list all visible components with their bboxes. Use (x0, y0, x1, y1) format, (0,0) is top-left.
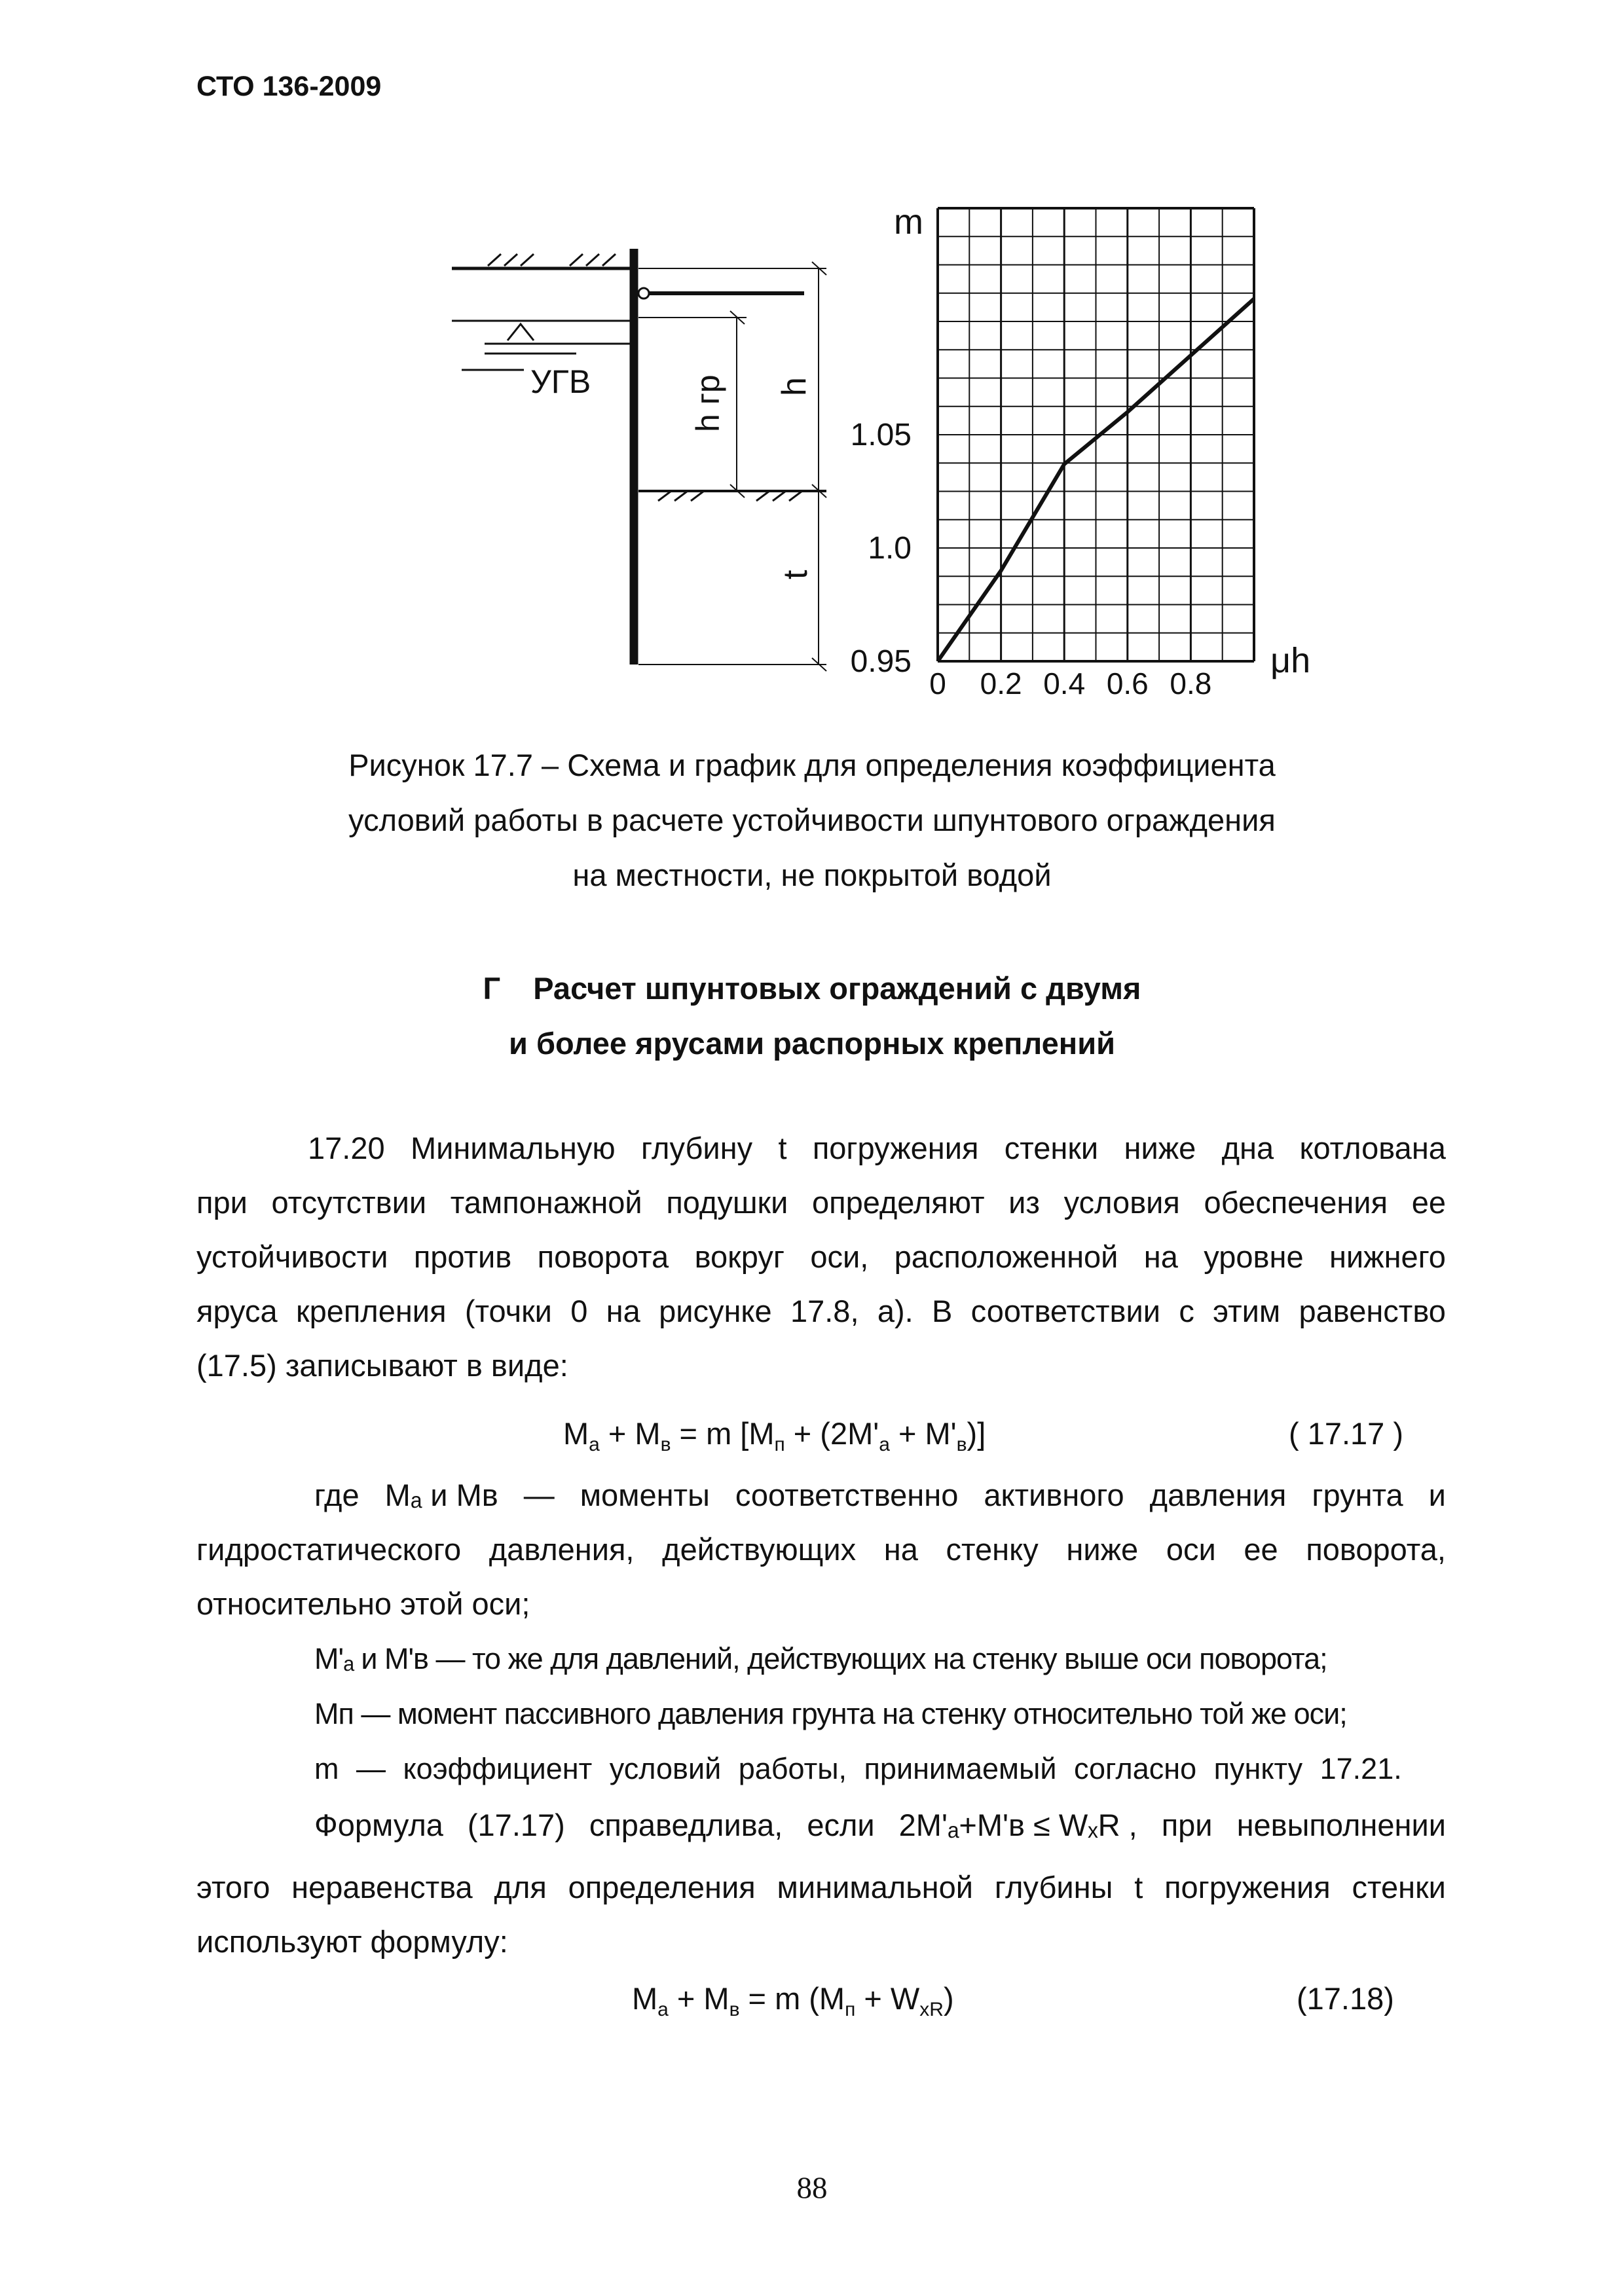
word: при (1161, 1808, 1213, 1842)
word: 17.8, (790, 1294, 859, 1328)
figure-caption (0, 738, 1624, 903)
word: этим (1213, 1294, 1281, 1328)
word: равенство (1299, 1294, 1446, 1328)
word: крепления (296, 1294, 447, 1328)
formula-part: + M' (889, 1416, 957, 1451)
word: если (807, 1808, 875, 1842)
section-title-line1: Расчет шпунтовых ограждений с двумя (533, 971, 1141, 1006)
where-item-ma: M'ₐ и M'в — то же для давлений, действующих на стенку выше оси поворота; (314, 1642, 1327, 1675)
word: глубину (640, 1131, 753, 1165)
word: котлована (1299, 1131, 1446, 1165)
word: подушки (666, 1185, 788, 1220)
caption-line: Рисунок 17.7 – Схема и график для определения коэффициента (348, 748, 1276, 782)
formula-sub: в (956, 1434, 967, 1455)
formula-sub: а (657, 1999, 669, 2020)
word: дна (1221, 1131, 1274, 1165)
formula-part: + (2M' (784, 1416, 879, 1451)
word: ее (1411, 1185, 1446, 1220)
word: при (196, 1185, 248, 1220)
word: погружения (812, 1131, 979, 1165)
word: а). (877, 1294, 913, 1328)
formula-part: + M (599, 1416, 661, 1451)
figure-17-7 (0, 0, 1624, 733)
para-line (196, 1175, 1446, 1230)
word: на (883, 1532, 918, 1567)
word: где (314, 1478, 360, 1512)
word: 17.20 (308, 1131, 385, 1165)
word: расположенной (894, 1239, 1118, 1274)
caption-line: на местности, не покрытой водой (572, 858, 1052, 892)
where-item-mp: Mп — момент пассивного давления грунта на стенку относительно той же оси; (314, 1697, 1347, 1730)
word: устойчивости (196, 1239, 388, 1274)
word: определяют (812, 1185, 985, 1220)
word: В (932, 1294, 953, 1328)
y-tick-label: 0.95 (850, 644, 912, 679)
word: t (778, 1131, 787, 1165)
word: оси (1166, 1532, 1216, 1567)
word: Формула (314, 1808, 443, 1842)
word: моменты (580, 1478, 710, 1512)
word: оси, (810, 1239, 869, 1274)
x-tick-label: 0.4 (1043, 666, 1086, 701)
formula-sub: а (589, 1434, 600, 1455)
page-number: 88 (796, 2171, 828, 2205)
h-gr-label: h гр (690, 374, 726, 432)
x-tick-label: 0.2 (980, 666, 1022, 701)
para-line (196, 1522, 1446, 1576)
word: грунта (1312, 1478, 1403, 1512)
para-line (196, 1860, 1446, 1914)
word: отсутствии (271, 1185, 427, 1220)
word: против (413, 1239, 512, 1274)
word: погружения (1164, 1870, 1331, 1904)
word: нижнего (1329, 1239, 1446, 1274)
y-axis-label: m (894, 202, 923, 242)
word: поворота, (1306, 1532, 1446, 1567)
para-line: используют формулу: (196, 1924, 508, 1959)
formula-17-18 (632, 1980, 954, 2021)
para-line (196, 1468, 1446, 1522)
para-line (196, 1121, 1446, 1175)
chart-tick-labels (851, 418, 1212, 701)
word: уровне (1204, 1239, 1304, 1274)
word: этого (196, 1870, 270, 1904)
word: определения (568, 1870, 756, 1904)
x-tick-label: 0 (929, 666, 946, 701)
word: Mₐ и Mв (384, 1478, 498, 1512)
word: ниже (1124, 1131, 1196, 1165)
formula-part: = m [M (671, 1416, 775, 1451)
formula-part: = m (M (739, 1981, 845, 2016)
word: тампонажной (450, 1185, 642, 1220)
word: ниже (1066, 1532, 1139, 1567)
formula-part: )] (967, 1416, 986, 1451)
formula-part: M (563, 1416, 589, 1451)
word: и (1428, 1478, 1446, 1512)
word: глубины (994, 1870, 1113, 1904)
word: 0 (570, 1294, 588, 1328)
para-line: относительно этой оси; (196, 1586, 530, 1621)
word: справедлива, (589, 1808, 783, 1842)
word: t (1134, 1870, 1143, 1904)
word: яруса (196, 1294, 278, 1328)
t-label: t (777, 570, 815, 579)
word: вокруг (694, 1239, 784, 1274)
word: стенки (1352, 1870, 1446, 1904)
para-line (196, 1230, 1446, 1284)
formula-part: M (632, 1981, 658, 2016)
h-label: h (775, 377, 813, 396)
word: ее (1244, 1532, 1278, 1567)
section-heading (0, 961, 1624, 1071)
word: соответствии (970, 1294, 1160, 1328)
word: давления, (489, 1532, 635, 1567)
coefficient-chart (851, 208, 1254, 701)
word: (17.17) (467, 1808, 565, 1842)
y-tick-label: 1.0 (868, 531, 912, 566)
word: — (523, 1478, 555, 1512)
formula-sub: xR (919, 1999, 944, 2020)
formula-part: ) (943, 1981, 954, 2016)
word: для (494, 1870, 547, 1904)
formula-17-18-number: (17.18) (1297, 1981, 1394, 2016)
section-title-line2: и более ярусами распорных креплений (509, 1026, 1115, 1061)
formula-sub: в (729, 1999, 740, 2020)
word: поворота (537, 1239, 669, 1274)
word: на (606, 1294, 640, 1328)
word: обеспечения (1204, 1185, 1388, 1220)
para-line (196, 1798, 1446, 1852)
formula-17-17 (563, 1415, 986, 1456)
word: гидростатического (196, 1532, 462, 1567)
word: Минимальную (410, 1131, 616, 1165)
word: рисунке (659, 1294, 772, 1328)
word: активного (984, 1478, 1124, 1512)
formula-part: + W (855, 1981, 920, 2016)
paragraph-17-20 (196, 1121, 1446, 1393)
where-block (196, 1468, 1446, 1631)
word: условия (1063, 1185, 1180, 1220)
word: стенки (1004, 1131, 1099, 1165)
word: действующих (662, 1532, 857, 1567)
word: минимальной (777, 1870, 974, 1904)
y-tick-label: 1.05 (850, 418, 912, 452)
where-item-m: m — коэффициент условий работы, принимаемый согласно пункту 17.21. (314, 1752, 1402, 1785)
formula-sub: п (845, 1999, 856, 2020)
document-code: СТО 136-2009 (196, 71, 382, 102)
caption-line: условий работы в расчете устойчивости шпунтового ограждения (348, 803, 1276, 837)
scheme-drawing (452, 249, 826, 671)
word: (точки (464, 1294, 552, 1328)
word: стенку (946, 1532, 1039, 1567)
paragraph-formula-condition (196, 1798, 1446, 1969)
formula-sub: в (660, 1434, 671, 1455)
ugv-label: УГВ (530, 363, 591, 400)
word: 2M'ₐ+M'в ≤ WₓR , (898, 1808, 1137, 1842)
formula-part: + M (668, 1981, 729, 2016)
formula-17-17-number: ( 17.17 ) (1289, 1416, 1404, 1451)
word: с (1179, 1294, 1194, 1328)
word: неравенства (291, 1870, 473, 1904)
para-line-last: (17.5) записывают в виде: (196, 1348, 568, 1383)
word: соответственно (735, 1478, 959, 1512)
x-tick-label: 0.6 (1106, 666, 1149, 701)
word: из (1008, 1185, 1040, 1220)
x-axis-label: μh (1270, 641, 1311, 680)
section-letter: Г (483, 971, 501, 1006)
word: на (1143, 1239, 1178, 1274)
formula-sub: п (774, 1434, 785, 1455)
para-line (196, 1284, 1446, 1338)
x-tick-label: 0.8 (1170, 666, 1212, 701)
formula-sub: а (879, 1434, 890, 1455)
word: давления (1149, 1478, 1287, 1512)
word: невыполнении (1236, 1808, 1446, 1842)
